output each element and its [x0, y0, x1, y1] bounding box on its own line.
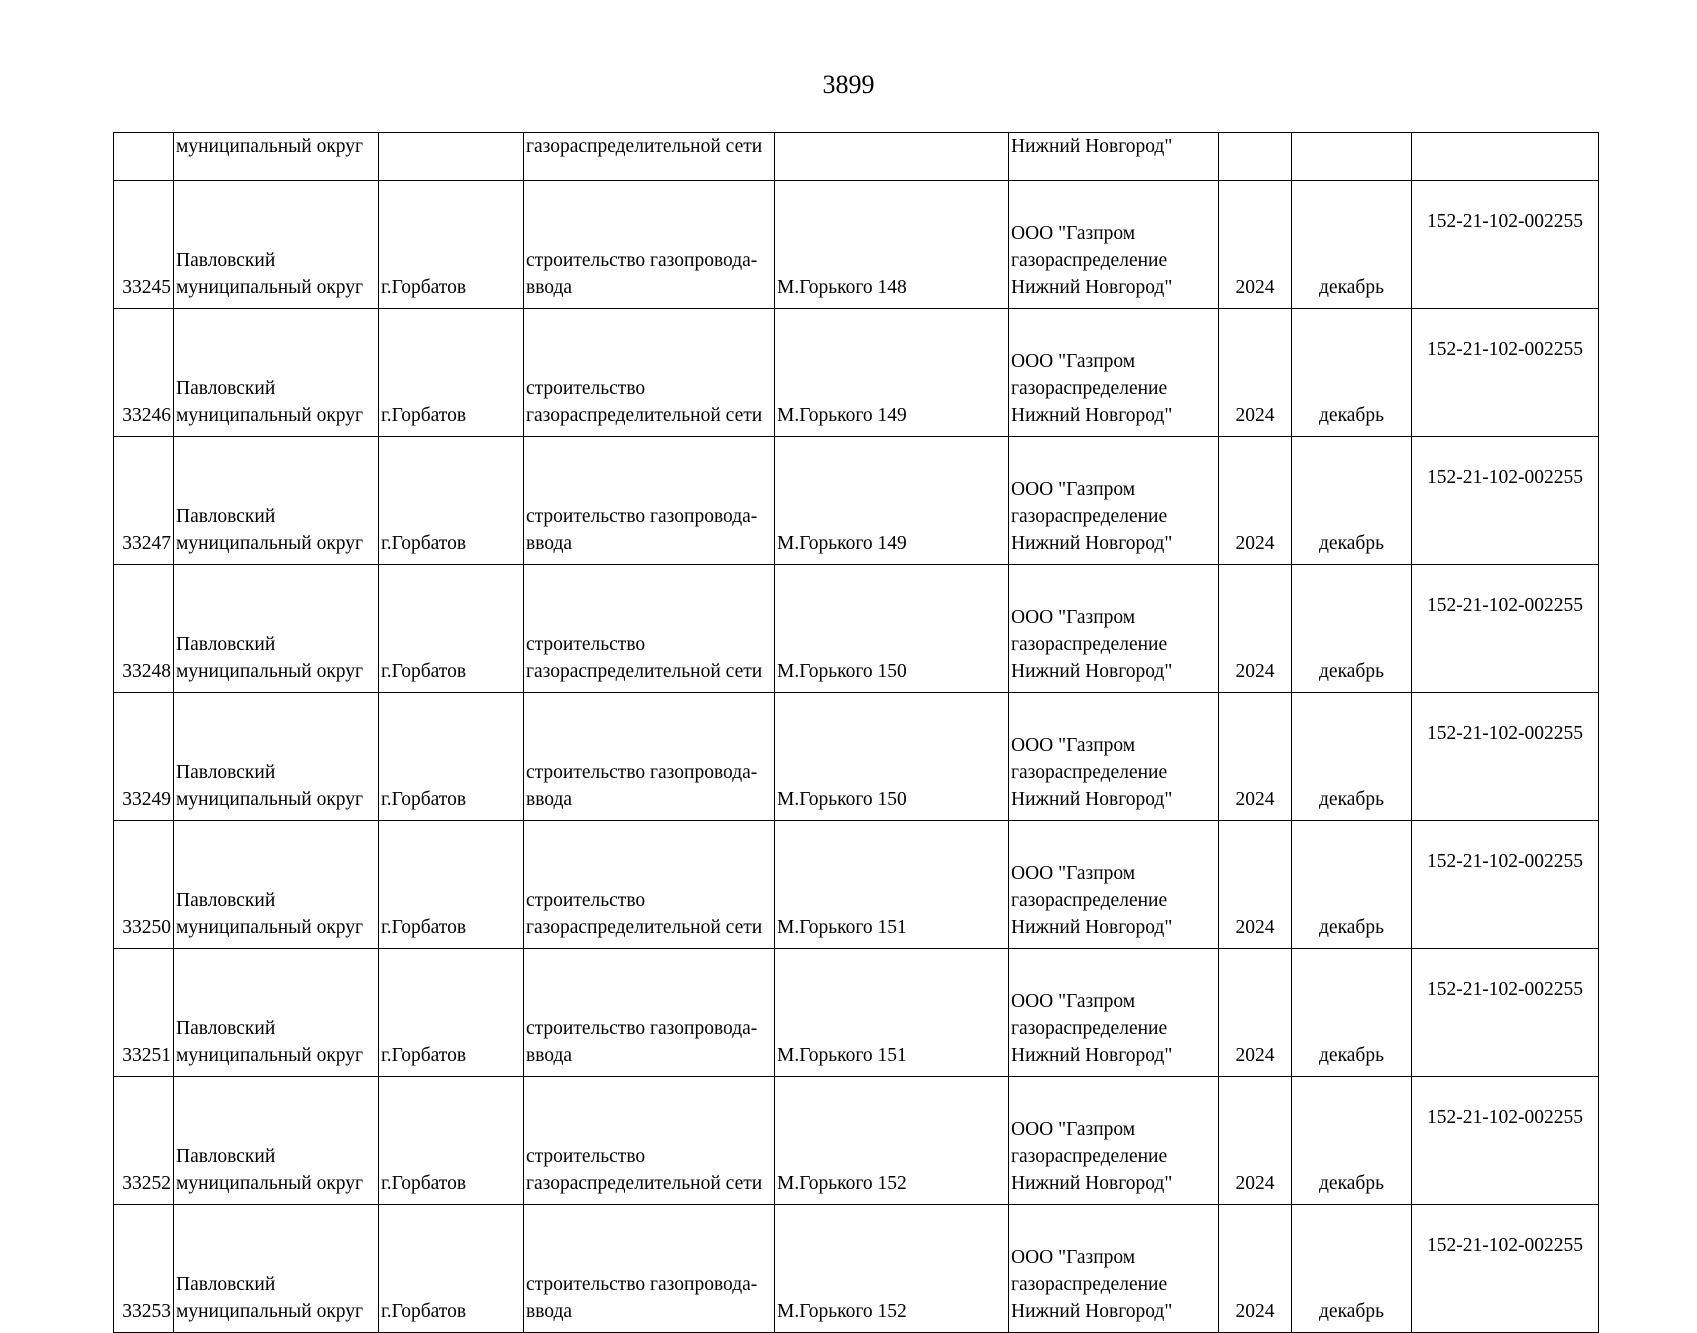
cell-org: Нижний Новгород" — [1009, 133, 1219, 181]
month: декабрь — [1319, 277, 1384, 298]
address: М.Горького 149 — [777, 533, 907, 554]
cell-district — [174, 1205, 379, 1333]
cell-address — [775, 693, 1009, 821]
address: М.Горького 150 — [777, 661, 907, 682]
work-type-line2: ввода — [526, 789, 573, 810]
registry-code: 152-21-102-002255 — [1427, 723, 1583, 744]
cell-code — [1412, 1077, 1599, 1205]
work-type-line1: строительство газопровода- — [526, 1274, 758, 1295]
table-row — [114, 181, 1599, 309]
cell-work — [524, 565, 775, 693]
address: М.Горького 151 — [777, 1045, 907, 1066]
work-type-line2: газораспределительной сети — [526, 405, 763, 426]
cell-work — [524, 309, 775, 437]
cell-num — [114, 309, 174, 437]
cell-city — [379, 1077, 524, 1205]
month: декабрь — [1319, 1045, 1384, 1066]
row-number: 33249 — [122, 789, 171, 810]
cell-city — [379, 949, 524, 1077]
org-line3: Нижний Новгород" — [1011, 533, 1173, 554]
cell-city — [379, 1205, 524, 1333]
org-line3: Нижний Новгород" — [1011, 1045, 1173, 1066]
cell-num — [114, 437, 174, 565]
org-line2: газораспределение — [1011, 890, 1168, 911]
org-line1: ООО "Газпром — [1011, 991, 1136, 1012]
city-name: г.Горбатов — [381, 405, 467, 426]
city-name: г.Горбатов — [381, 1045, 467, 1066]
org-line1: ООО "Газпром — [1011, 1119, 1136, 1140]
year: 2024 — [1235, 917, 1275, 938]
row-number: 33253 — [122, 1301, 171, 1322]
district-type: муниципальный округ — [176, 917, 364, 938]
cell-org — [1009, 437, 1219, 565]
cell-month — [1292, 821, 1412, 949]
district-type: муниципальный округ — [176, 405, 364, 426]
cell-code — [1412, 821, 1599, 949]
org-line2: газораспределение — [1011, 634, 1168, 655]
cell-year — [1219, 1077, 1292, 1205]
cell-address — [775, 181, 1009, 309]
city-name: г.Горбатов — [381, 917, 467, 938]
org-line3: Нижний Новгород" — [1011, 277, 1173, 298]
cell-city — [379, 693, 524, 821]
cell-org — [1009, 181, 1219, 309]
district-type: муниципальный округ — [176, 661, 364, 682]
org-line2: газораспределение — [1011, 1018, 1168, 1039]
cell-work — [524, 1205, 775, 1333]
cell-month — [1292, 437, 1412, 565]
org-line2: газораспределение — [1011, 1274, 1168, 1295]
district-name: Павловский — [176, 1018, 276, 1039]
month: декабрь — [1319, 917, 1384, 938]
district-name: Павловский — [176, 634, 276, 655]
city-name: г.Горбатов — [381, 277, 467, 298]
cell-year — [1219, 309, 1292, 437]
org-line3: Нижний Новгород" — [1011, 789, 1173, 810]
cell-month — [1292, 309, 1412, 437]
district-name: Павловский — [176, 1274, 276, 1295]
district-type: муниципальный округ — [176, 1045, 364, 1066]
cell-address — [775, 437, 1009, 565]
cell-address — [775, 565, 1009, 693]
cell-district — [174, 309, 379, 437]
cell-num — [114, 565, 174, 693]
cell-work: газораспределительной сети — [524, 133, 775, 181]
district-name: Павловский — [176, 762, 276, 783]
year: 2024 — [1235, 533, 1275, 554]
work-type-line2: газораспределительной сети — [526, 917, 763, 938]
row-number: 33250 — [122, 917, 171, 938]
row-number: 33251 — [122, 1045, 171, 1066]
address: М.Горького 150 — [777, 789, 907, 810]
cell-org — [1009, 1077, 1219, 1205]
cell-city — [379, 565, 524, 693]
year: 2024 — [1235, 405, 1275, 426]
page-number: 3899 — [822, 70, 875, 99]
cell-org — [1009, 949, 1219, 1077]
district-type: муниципальный округ — [176, 1173, 364, 1194]
org-line2: газораспределение — [1011, 1146, 1168, 1167]
org-line1: ООО "Газпром — [1011, 863, 1136, 884]
cell-code — [1412, 437, 1599, 565]
org-line2: газораспределение — [1011, 762, 1168, 783]
work-type-line2: ввода — [526, 277, 573, 298]
registry-code: 152-21-102-002255 — [1427, 979, 1583, 1000]
org-line1: ООО "Газпром — [1011, 735, 1136, 756]
cell-address — [775, 949, 1009, 1077]
cell-num — [114, 821, 174, 949]
org-line1: ООО "Газпром — [1011, 1247, 1136, 1268]
year: 2024 — [1235, 789, 1275, 810]
cell-city — [379, 181, 524, 309]
work-type-line1: строительство — [526, 1146, 646, 1167]
cell-num — [114, 133, 174, 181]
cell-org — [1009, 1205, 1219, 1333]
cell-district — [174, 565, 379, 693]
district-name: Павловский — [176, 890, 276, 911]
cell-address — [775, 821, 1009, 949]
cell-org — [1009, 821, 1219, 949]
registry-code: 152-21-102-002255 — [1427, 1235, 1583, 1256]
year: 2024 — [1235, 277, 1275, 298]
month: декабрь — [1319, 1173, 1384, 1194]
cell-work — [524, 181, 775, 309]
table-row — [114, 437, 1599, 565]
registry-code: 152-21-102-002255 — [1427, 595, 1583, 616]
cell-work — [524, 1077, 775, 1205]
cell-city — [379, 437, 524, 565]
registry-code: 152-21-102-002255 — [1427, 1107, 1583, 1128]
org-line2: газораспределение — [1011, 378, 1168, 399]
work-type-line1: строительство газопровода- — [526, 506, 758, 527]
address: М.Горького 149 — [777, 405, 907, 426]
org-line1: ООО "Газпром — [1011, 607, 1136, 628]
work-type-line1: строительство газопровода- — [526, 762, 758, 783]
district-type: муниципальный округ — [176, 533, 364, 554]
table-row — [114, 1077, 1599, 1205]
cell-num — [114, 693, 174, 821]
month: декабрь — [1319, 789, 1384, 810]
cell-code — [1412, 181, 1599, 309]
cell-year — [1219, 181, 1292, 309]
work-type-line2: ввода — [526, 1045, 573, 1066]
org-line1: ООО "Газпром — [1011, 223, 1136, 244]
district-name: Павловский — [176, 506, 276, 527]
cell-month — [1292, 1205, 1412, 1333]
work-type-line2: ввода — [526, 533, 573, 554]
cell-work — [524, 821, 775, 949]
table-row — [114, 309, 1599, 437]
work-type-line2: газораспределительной сети — [526, 1173, 763, 1194]
cell-city — [379, 821, 524, 949]
org-line1: ООО "Газпром — [1011, 351, 1136, 372]
org-line2: газораспределение — [1011, 506, 1168, 527]
address: М.Горького 152 — [777, 1173, 907, 1194]
table-row — [114, 1205, 1599, 1333]
org-line1: ООО "Газпром — [1011, 479, 1136, 500]
district-type: муниципальный округ — [176, 277, 364, 298]
work-type-line2: ввода — [526, 1301, 573, 1322]
cell-code — [1412, 693, 1599, 821]
cell-month — [1292, 565, 1412, 693]
row-number: 33245 — [122, 277, 171, 298]
registry-code: 152-21-102-002255 — [1427, 851, 1583, 872]
org-line3: Нижний Новгород" — [1011, 1173, 1173, 1194]
table-row — [114, 821, 1599, 949]
work-type-line1: строительство газопровода- — [526, 250, 758, 271]
year: 2024 — [1235, 1301, 1275, 1322]
work-type-line1: строительство — [526, 378, 646, 399]
table-row — [114, 693, 1599, 821]
table-row — [114, 949, 1599, 1077]
cell-year — [1219, 821, 1292, 949]
work-type-line1: строительство — [526, 890, 646, 911]
row-number: 33246 — [122, 405, 171, 426]
work-type-line1: строительство газопровода- — [526, 1018, 758, 1039]
cell-year — [1219, 949, 1292, 1077]
row-number: 33248 — [122, 661, 171, 682]
year: 2024 — [1235, 661, 1275, 682]
cell-num — [114, 1077, 174, 1205]
cell-num — [114, 949, 174, 1077]
table-row — [114, 565, 1599, 693]
cell-num — [114, 1205, 174, 1333]
registry-code: 152-21-102-002255 — [1427, 339, 1583, 360]
table-row-continuation — [114, 133, 1599, 181]
cell-year — [1219, 693, 1292, 821]
cell-org — [1009, 565, 1219, 693]
cell-month — [1292, 133, 1412, 181]
registry-code: 152-21-102-002255 — [1427, 467, 1583, 488]
address: М.Горького 151 — [777, 917, 907, 938]
org-line3: Нижний Новгород" — [1011, 661, 1173, 682]
cell-num — [114, 181, 174, 309]
cell-address — [775, 1077, 1009, 1205]
cell-month — [1292, 949, 1412, 1077]
city-name: г.Горбатов — [381, 1173, 467, 1194]
cell-district — [174, 181, 379, 309]
cell-month — [1292, 693, 1412, 821]
city-name: г.Горбатов — [381, 533, 467, 554]
year: 2024 — [1235, 1173, 1275, 1194]
cell-city — [379, 133, 524, 181]
district-name: Павловский — [176, 378, 276, 399]
city-name: г.Горбатов — [381, 789, 467, 810]
cell-address — [775, 309, 1009, 437]
cell-district — [174, 949, 379, 1077]
month: декабрь — [1319, 1301, 1384, 1322]
cell-district — [174, 821, 379, 949]
year: 2024 — [1235, 1045, 1275, 1066]
cell-code — [1412, 949, 1599, 1077]
cell-district — [174, 693, 379, 821]
address: М.Горького 148 — [777, 277, 907, 298]
org-line3: Нижний Новгород" — [1011, 405, 1173, 426]
registry-code: 152-21-102-002255 — [1427, 211, 1583, 232]
cell-org — [1009, 693, 1219, 821]
cell-work — [524, 437, 775, 565]
cell-org — [1009, 309, 1219, 437]
row-number: 33252 — [122, 1173, 171, 1194]
work-type-line1: строительство — [526, 634, 646, 655]
cell-work — [524, 949, 775, 1077]
table-body — [114, 133, 1599, 1333]
city-name: г.Горбатов — [381, 1301, 467, 1322]
cell-code — [1412, 133, 1599, 181]
cell-district — [174, 437, 379, 565]
cell-year — [1219, 1205, 1292, 1333]
district-name: Павловский — [176, 1146, 276, 1167]
cell-year — [1219, 133, 1292, 181]
cell-district — [174, 1077, 379, 1205]
cell-code — [1412, 1205, 1599, 1333]
cell-city — [379, 309, 524, 437]
org-line3: Нижний Новгород" — [1011, 1301, 1173, 1322]
cell-address — [775, 133, 1009, 181]
cell-month — [1292, 1077, 1412, 1205]
cell-district: муниципальный округ — [174, 133, 379, 181]
cell-year — [1219, 565, 1292, 693]
org-line3: Нижний Новгород" — [1011, 917, 1173, 938]
work-type-line2: газораспределительной сети — [526, 661, 763, 682]
address: М.Горького 152 — [777, 1301, 907, 1322]
cell-address — [775, 1205, 1009, 1333]
district-name: Павловский — [176, 250, 276, 271]
cell-code — [1412, 309, 1599, 437]
district-type: муниципальный округ — [176, 789, 364, 810]
org-line2: газораспределение — [1011, 250, 1168, 271]
month: декабрь — [1319, 405, 1384, 426]
cell-month — [1292, 181, 1412, 309]
month: декабрь — [1319, 661, 1384, 682]
cell-work — [524, 693, 775, 821]
document-table — [113, 132, 1599, 1333]
cell-code — [1412, 565, 1599, 693]
month: декабрь — [1319, 533, 1384, 554]
cell-year — [1219, 437, 1292, 565]
city-name: г.Горбатов — [381, 661, 467, 682]
district-type: муниципальный округ — [176, 1301, 364, 1322]
row-number: 33247 — [122, 533, 171, 554]
